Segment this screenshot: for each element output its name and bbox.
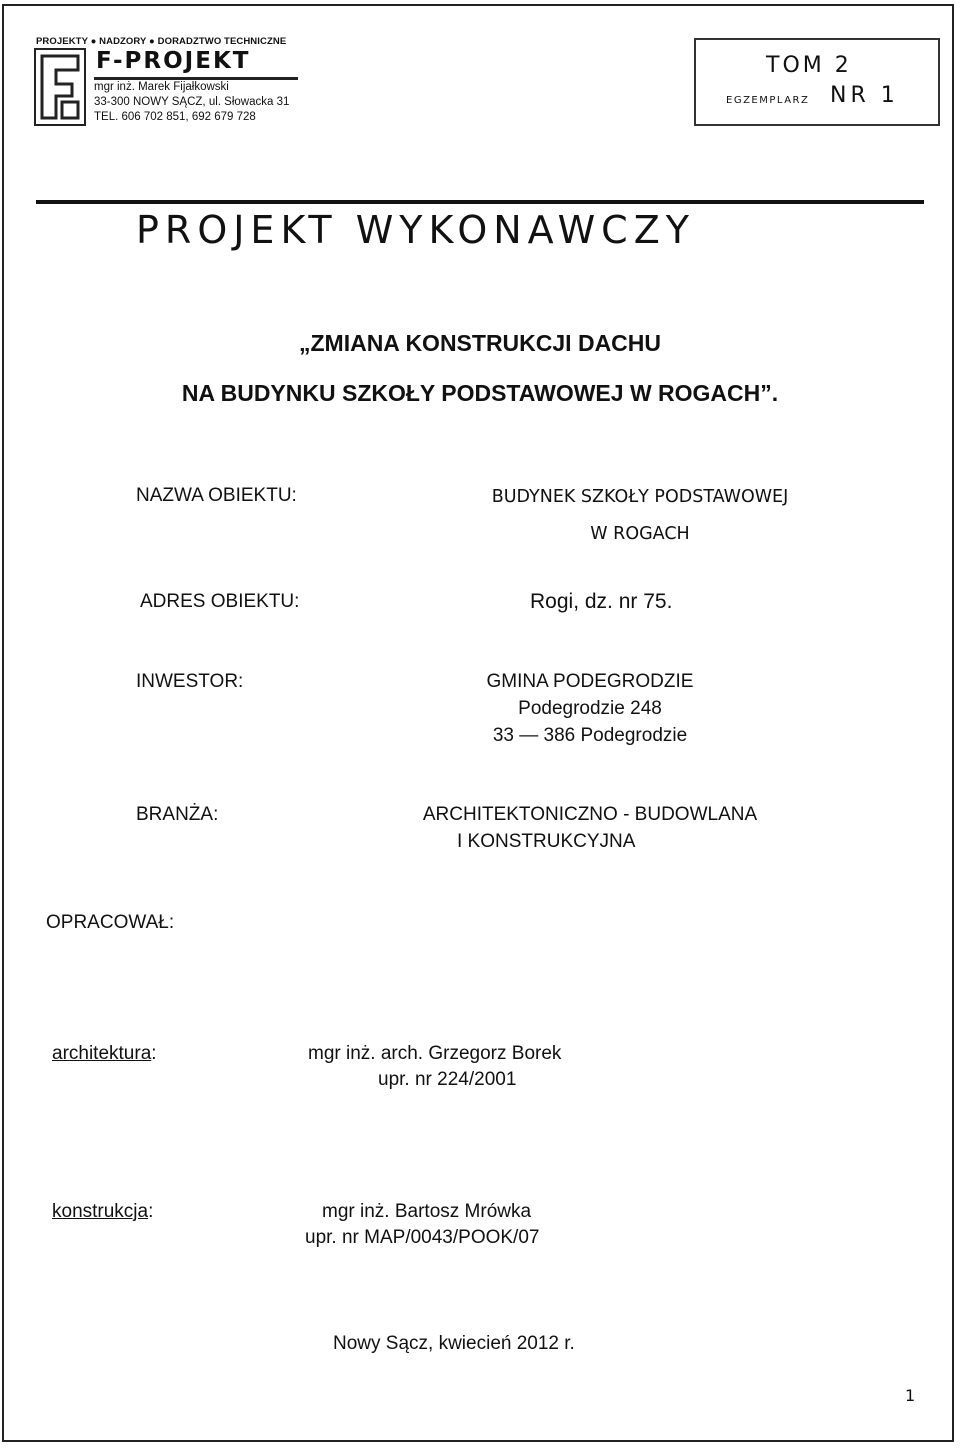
investor-label: INWESTOR: <box>136 671 244 692</box>
logo-brand: F-PROJEKT <box>96 48 251 74</box>
structure-label-colon: : <box>148 1201 154 1222</box>
prepared-label: OPRACOWAŁ: <box>46 912 175 933</box>
engineer-name: mgr inż. Bartosz Mrówka <box>322 1201 532 1222</box>
subtitle-line-1: „ZMIANA KONSTRUKCJI DACHU <box>298 330 662 356</box>
document-title: PROJEKT WYKONAWCZY <box>136 208 695 252</box>
object-name-line-1: BUDYNEK SZKOŁY PODSTAWOWEJ <box>491 487 789 507</box>
structure-label <box>52 1201 153 1223</box>
architecture-label <box>52 1043 157 1065</box>
branch-label: BRANŻA: <box>136 804 219 825</box>
investor-line-2: Podegrodzie 248 <box>518 698 662 719</box>
volume-box <box>694 38 940 126</box>
object-name-label: NAZWA OBIEKTU: <box>136 485 297 506</box>
engineer-license: upr. nr MAP/0043/POOK/07 <box>305 1227 540 1248</box>
logo-owner: mgr inż. Marek Fijałkowski <box>94 81 229 93</box>
branch-line-2: I KONSTRUKCYJNA <box>457 831 636 852</box>
logo-divider <box>94 77 298 80</box>
company-logo <box>34 36 300 126</box>
address-value: Rogi, dz. nr 75. <box>530 590 673 613</box>
page-number: 1 <box>905 1386 916 1405</box>
structure-label-text: konstrukcja <box>52 1201 149 1222</box>
subtitle-line-2: NA BUDYNKU SZKOŁY PODSTAWOWEJ W ROGACH”. <box>181 380 779 406</box>
address-label: ADRES OBIEKTU: <box>140 591 300 612</box>
title-rule <box>36 200 924 204</box>
copy-number: NR 1 <box>830 83 899 108</box>
logo-address: 33-300 NOWY SĄCZ, ul. Słowacka 31 <box>94 96 290 108</box>
architect-name: mgr inż. arch. Grzegorz Borek <box>308 1043 562 1064</box>
architect-license: upr. nr 224/2001 <box>378 1069 517 1090</box>
place-date: Nowy Sącz, kwiecień 2012 r. <box>333 1333 575 1354</box>
logo-phone: TEL. 606 702 851, 692 679 728 <box>94 111 256 123</box>
f-logo-icon <box>34 48 86 126</box>
branch-line-1: ARCHITEKTONICZNO - BUDOWLANA <box>422 804 758 825</box>
logo-tagline: PROJEKTY ● NADZORY ● DORADZTWO TECHNICZNE <box>36 36 287 47</box>
investor-line-3: 33 — 386 Podegrodzie <box>492 725 688 746</box>
investor-line-1: GMINA PODEGRODZIE <box>486 671 694 692</box>
architecture-label-colon: : <box>151 1043 157 1064</box>
volume-tom: TOM 2 <box>766 53 852 78</box>
copy-label: EGZEMPLARZ <box>726 95 810 106</box>
architecture-label-text: architektura <box>52 1043 152 1064</box>
object-name-line-2: W ROGACH <box>590 524 690 544</box>
